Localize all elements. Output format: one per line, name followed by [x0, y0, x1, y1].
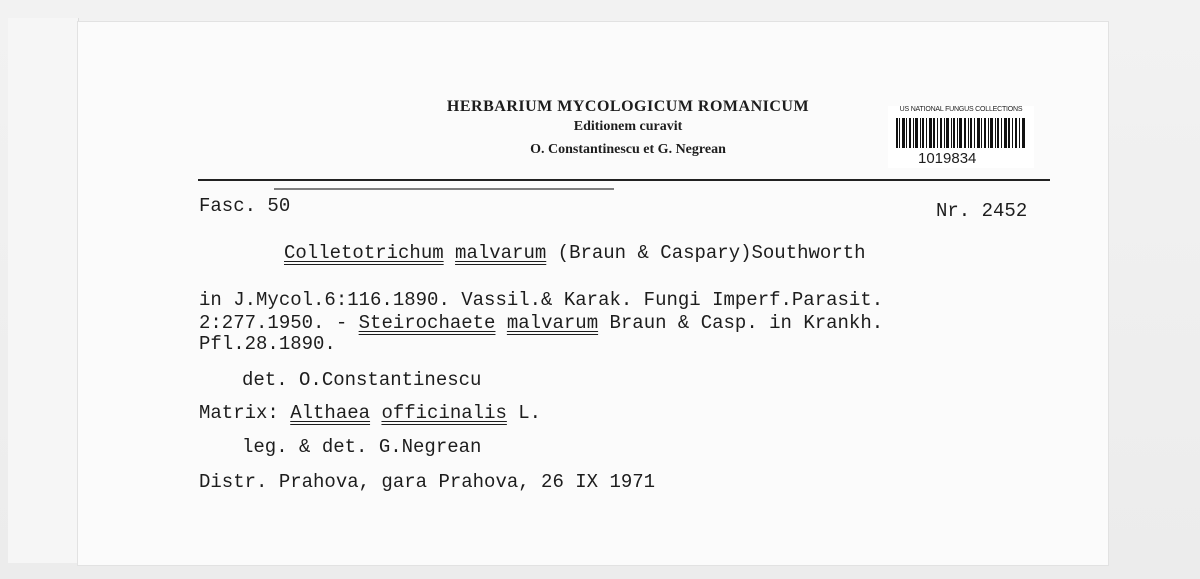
citation-line-2: [199, 314, 883, 333]
citation-line-3: Pfl.28.1890.: [199, 333, 336, 355]
host-genus: Althaea: [290, 402, 371, 424]
host-species: officinalis: [381, 402, 507, 424]
specimen-label: [78, 22, 1108, 565]
taxon-species: malvarum: [455, 242, 547, 264]
barcode-icon: [896, 118, 1026, 148]
synonym-genus: Steirochaete: [358, 312, 496, 334]
herbarium-subtitle: Editionem curavit: [573, 119, 683, 134]
taxon-authority: (Braun & Caspary)Southworth: [557, 242, 866, 264]
citation-ref: 2:277.1950. -: [199, 312, 359, 334]
header-divider: [198, 179, 1050, 181]
synonym-species: malvarum: [506, 312, 599, 334]
herbarium-title: HERBARIUM MYCOLOGICUM ROMANICUM: [446, 98, 810, 115]
sheet-edge: [8, 18, 79, 563]
fascicle-number: Fasc. 50: [199, 195, 291, 217]
barcode-number: 1019834: [918, 150, 977, 167]
determination: det. O.Constantinescu: [242, 369, 482, 391]
taxon-name: [284, 244, 866, 263]
collector: leg. & det. G.Negrean: [242, 436, 482, 458]
distribution: Distr. Prahova, gara Prahova, 26 IX 1971: [199, 471, 656, 493]
exsiccata-number: Nr. 2452: [936, 200, 1028, 222]
matrix-prefix: Matrix:: [199, 402, 291, 424]
taxon-genus: Colletotrichum: [284, 242, 444, 264]
synonym-authority: Braun & Casp. in Krankh.: [598, 312, 884, 334]
matrix: [199, 404, 541, 423]
barcode-sticker: [888, 106, 1034, 168]
host-authority: L.: [506, 402, 542, 424]
header-underline: [274, 188, 614, 190]
herbarium-editors: O. Constantinescu et G. Negrean: [530, 142, 726, 157]
citation-line-1: in J.Mycol.6:116.1890. Vassil.& Karak. Fungi Imperf.Parasit.: [199, 289, 884, 311]
barcode-caption: US NATIONAL FUNGUS COLLECTIONS: [899, 106, 1023, 113]
